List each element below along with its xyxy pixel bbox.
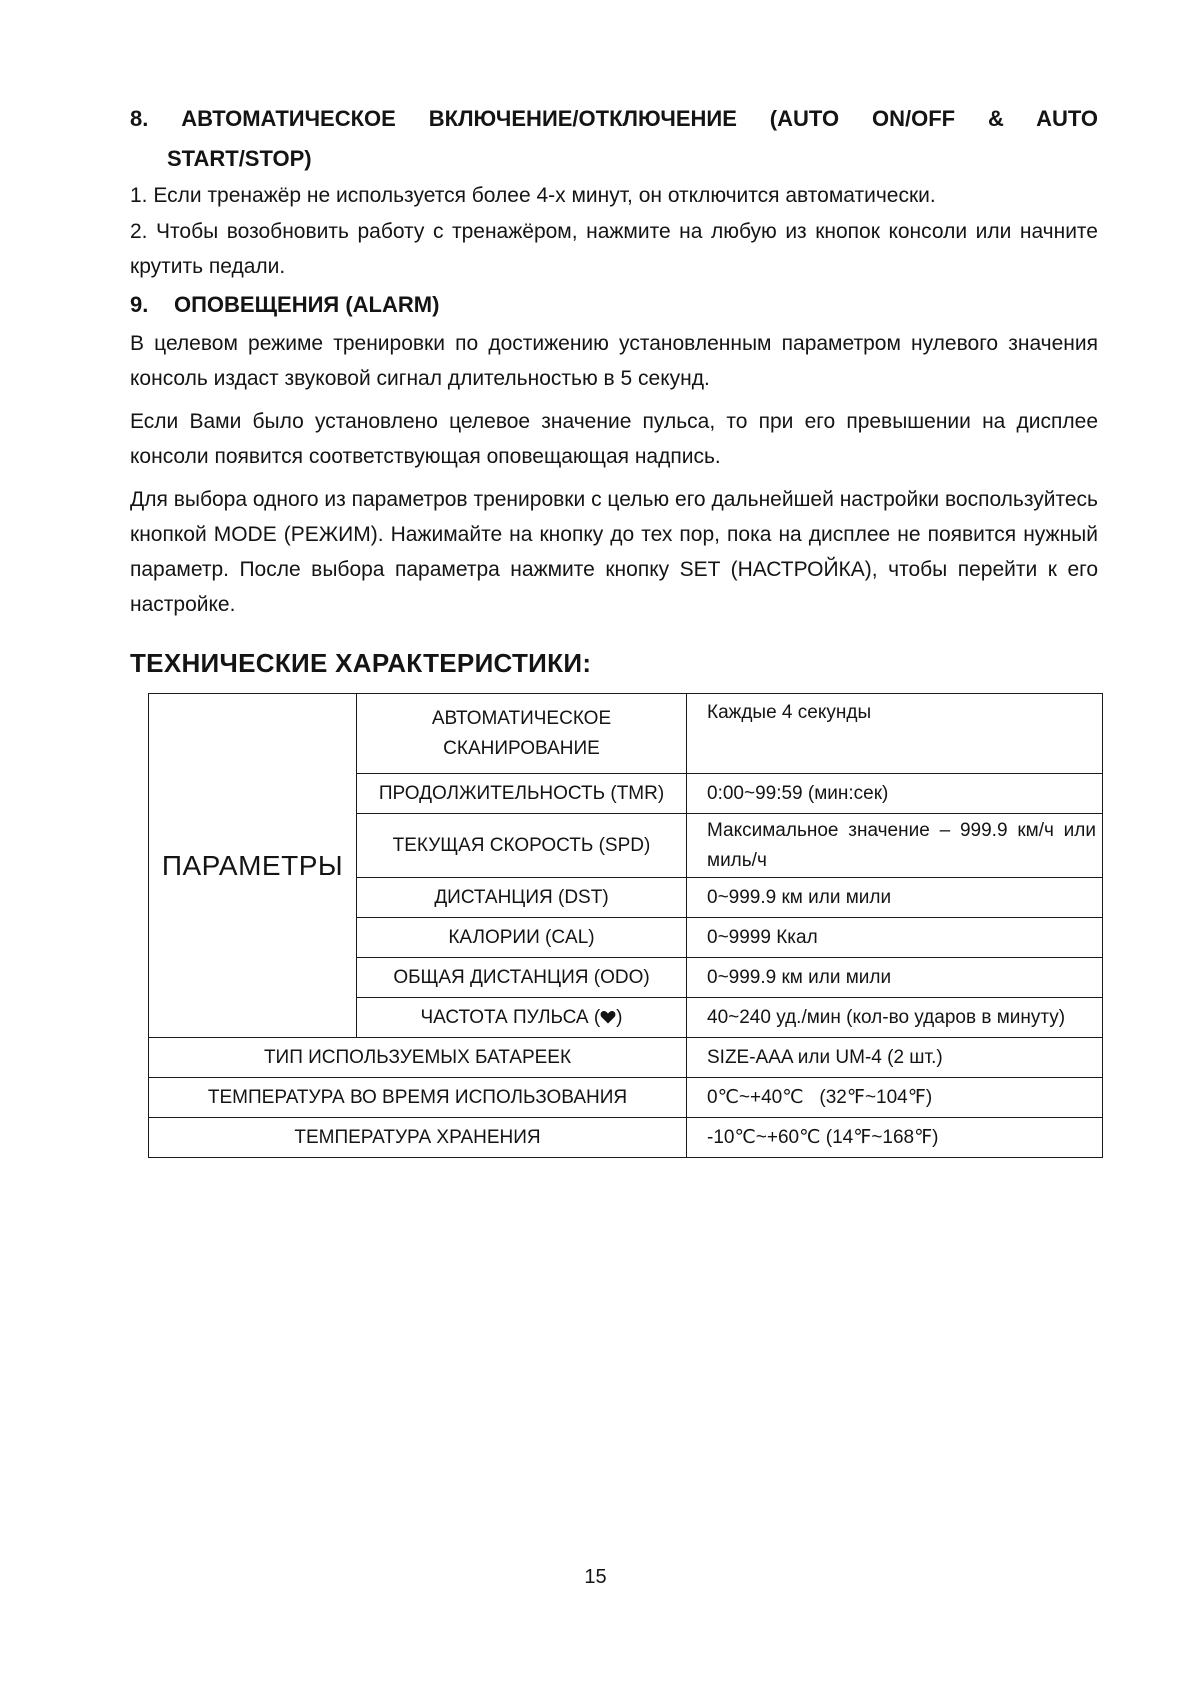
table-row — [149, 1118, 1103, 1158]
section-9-paragraph-3: Для выбора одного из параметров тренировки с целью его дальнейшей настройки воспользуйтесь кнопкой MODE (РЕЖИМ). Нажимайте на кнопку до тех пор, пока на дисплее не появится нужный параметр. После выбора параметра нажмите кнопку SET (НАСТРОЙКА), чтобы перейти к его настройке. — [130, 488, 1098, 616]
table-row — [149, 1078, 1103, 1118]
heart-icon — [600, 1009, 616, 1025]
value-calories: 0~9999 Ккал — [687, 918, 1103, 958]
param-auto-scan — [357, 694, 687, 774]
value-speed: Максимальное значение – 999.9 км/ч или миль/ч — [687, 814, 1103, 878]
value-odometer: 0~999.9 км или мили — [687, 958, 1103, 998]
value-distance: 0~999.9 км или мили — [687, 878, 1103, 918]
table-row — [149, 694, 1103, 774]
param-calories: КАЛОРИИ (CAL) — [357, 918, 687, 958]
specs-table — [148, 693, 1103, 1158]
param-pulse-close: ) — [616, 1006, 623, 1028]
param-operating-temp: ТЕМПЕРАТУРА ВО ВРЕМЯ ИСПОЛЬЗОВАНИЯ — [149, 1078, 687, 1118]
value-pulse: 40~240 уд./мин (кол-во ударов в минуту) — [687, 998, 1103, 1038]
value-operating-temp: 0℃~+40℃ (32℉~104℉) — [687, 1078, 1103, 1118]
section-9-paragraph-1: В целевом режиме тренировки по достижению установленным параметром нулевого значения консоль издаст звуковой сигнал длительностью в 5 секунд. — [130, 332, 1098, 390]
params-group-label: ПАРАМЕТРЫ — [149, 694, 357, 1038]
section-8-heading-continuation: START/STOP) — [167, 146, 312, 171]
section-9-paragraph-2: Если Вами было установлено целевое значение пульса, то при его превышении на дисплее консоли появится соответствующая оповещающая надпись. — [130, 410, 1098, 468]
param-speed: ТЕКУЩАЯ СКОРОСТЬ (SPD) — [357, 814, 687, 878]
value-auto-scan: Каждые 4 секунды — [687, 694, 1103, 774]
param-distance: ДИСТАНЦИЯ (DST) — [357, 878, 687, 918]
section-8-item-2: 2. Чтобы возобновить работу с тренажёром, нажмите на любую из кнопок консоли или начните крутить педали. — [130, 220, 1098, 278]
param-pulse — [357, 998, 687, 1038]
specs-title: ТЕХНИЧЕСКИЕ ХАРАКТЕРИСТИКИ: — [130, 648, 592, 678]
value-battery: SIZE-AAA или UM-4 (2 шт.) — [687, 1038, 1103, 1078]
page-number: 15 — [584, 1566, 607, 1588]
param-duration: ПРОДОЛЖИТЕЛЬНОСТЬ (TMR) — [357, 774, 687, 814]
section-8-heading: 8. АВТОМАТИЧЕСКОЕ ВКЛЮЧЕНИЕ/ОТКЛЮЧЕНИЕ (AUTO ON/OFF & AUTO — [130, 106, 1098, 131]
param-odometer: ОБЩАЯ ДИСТАНЦИЯ (ODO) — [357, 958, 687, 998]
param-auto-scan-line-1: АВТОМАТИЧЕСКОЕ — [431, 707, 612, 729]
section-9-title: ОПОВЕЩЕНИЯ (ALARM) — [174, 292, 440, 317]
param-battery: ТИП ИСПОЛЬЗУЕМЫХ БАТАРЕЕК — [149, 1038, 687, 1078]
section-8-item-1: 1. Если тренажёр не используется более 4-х минут, он отключится автоматически. — [130, 184, 936, 207]
section-9-number: 9. — [130, 292, 149, 317]
value-duration: 0:00~99:59 (мин:сек) — [687, 774, 1103, 814]
param-pulse-label: ЧАСТОТА ПУЛЬСА ( — [420, 1006, 601, 1028]
table-row — [149, 1038, 1103, 1078]
param-auto-scan-line-2: СКАНИРОВАНИЕ — [443, 737, 600, 759]
param-storage-temp: ТЕМПЕРАТУРА ХРАНЕНИЯ — [149, 1118, 687, 1158]
section-9-heading — [130, 286, 1098, 324]
value-storage-temp: -10℃~+60℃ (14℉~168℉) — [687, 1118, 1103, 1158]
